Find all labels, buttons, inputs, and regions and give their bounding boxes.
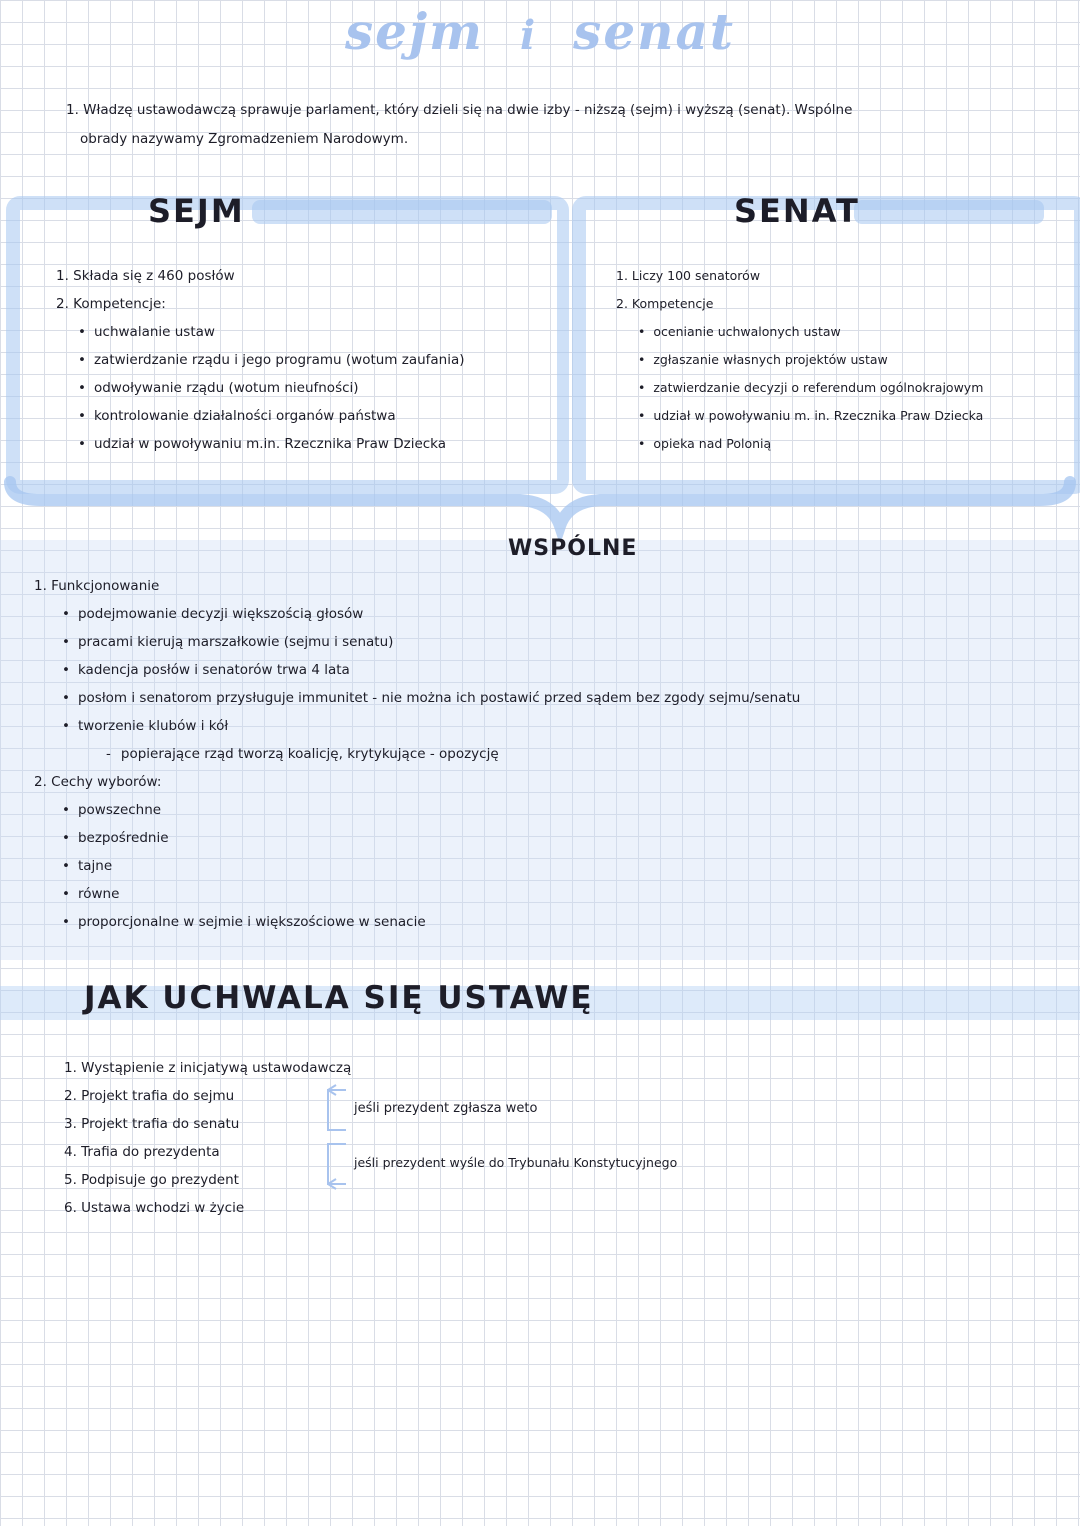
cechy-item: • proporcjonalne w sejmie i większościowe w senacie	[34, 908, 800, 936]
title-conjunction: i	[519, 12, 538, 59]
title-word-sejm: sejm	[345, 2, 484, 61]
senat-title-highlight	[854, 200, 1044, 224]
ustawa-step: 6. Ustawa wchodzi w życie	[64, 1200, 245, 1216]
ustawa-step: 2. Projekt trafia do sejmu	[64, 1088, 235, 1104]
senat-title: SENAT	[734, 192, 860, 230]
tribunal-note: jeśli prezydent wyśle do Trybunału Konstytucyjnego	[354, 1155, 678, 1170]
sejm-item: • zatwierdzanie rządu i jego programu (wotum zaufania)	[56, 346, 465, 374]
sejm-item: • udział w powoływaniu m.in. Rzecznika Praw Dziecka	[56, 430, 465, 458]
ustawa-step: 4. Trafia do prezydenta	[64, 1144, 220, 1160]
senat-item: • udział w powoływaniu m. in. Rzecznika Praw Dziecka	[616, 402, 983, 430]
title-word-senat: senat	[573, 2, 735, 61]
cechy-item: • bezpośrednie	[34, 824, 800, 852]
sejm-item: • uchwalanie ustaw	[56, 318, 465, 346]
ustawa-step: 1. Wystąpienie z inicjatywą ustawodawczą	[64, 1060, 352, 1076]
intro-line-2: obrady nazywamy Zgromadzeniem Narodowym.	[80, 131, 409, 147]
veto-note: jeśli prezydent zgłasza weto	[354, 1101, 538, 1116]
senat-point-1: 1. Liczy 100 senatorów	[616, 268, 761, 283]
ustawa-step: 5. Podpisuje go prezydent	[64, 1172, 239, 1188]
intro-paragraph	[66, 96, 1056, 154]
wspolne-dash-item: - popierające rząd tworzą koalicję, krytykujące - opozycję	[34, 740, 800, 768]
wspolne-item: • tworzenie klubów i kół	[34, 712, 800, 740]
wspolne-list	[34, 572, 800, 936]
intro-line-1: 1. Władzę ustawodawczą sprawuje parlament, który dzieli się na dwie izby - niższą (sejm) i wyższą (senat). Wspólne	[66, 102, 853, 118]
wspolne-item: • kadencja posłów i senatorów trwa 4 lata	[34, 656, 800, 684]
senat-item: • zgłaszanie własnych projektów ustaw	[616, 346, 983, 374]
funkcjonowanie-heading: 1. Funkcjonowanie	[34, 578, 160, 594]
cechy-heading: 2. Cechy wyborów:	[34, 774, 162, 790]
cechy-item: • tajne	[34, 852, 800, 880]
ustawa-steps	[64, 1054, 351, 1222]
ustawa-step: 3. Projekt trafia do senatu	[64, 1116, 240, 1132]
brace-connector	[0, 470, 1080, 540]
senat-item: • zatwierdzanie decyzji o referendum ogólnokrajowym	[616, 374, 983, 402]
sejm-title-highlight	[252, 200, 552, 224]
wspolne-item: • pracami kierują marszałkowie (sejmu i senatu)	[34, 628, 800, 656]
wspolne-item: • posłom i senatorom przysługuje immunitet - nie można ich postawić przed sądem bez zgody sejmu/senatu	[34, 684, 800, 712]
senat-list	[616, 262, 983, 458]
sejm-list	[56, 262, 465, 458]
flow-arrows	[316, 1080, 352, 1190]
senat-item: • opieka nad Polonią	[616, 430, 983, 458]
ustawa-title: JAK UCHWALA SIĘ USTAWĘ	[84, 980, 594, 1016]
sejm-title: SEJM	[148, 192, 245, 230]
senat-item: • ocenianie uchwalonych ustaw	[616, 318, 983, 346]
sejm-item: • kontrolowanie działalności organów państwa	[56, 402, 465, 430]
cechy-item: • powszechne	[34, 796, 800, 824]
sejm-point-2: 2. Kompetencje:	[56, 296, 166, 312]
senat-point-2: 2. Kompetencje	[616, 296, 714, 311]
sejm-item: • odwoływanie rządu (wotum nieufności)	[56, 374, 465, 402]
sejm-point-1: 1. Składa się z 460 posłów	[56, 268, 235, 284]
cechy-item: • równe	[34, 880, 800, 908]
wspolne-title: WSPÓLNE	[508, 536, 638, 561]
page-title	[0, 2, 1080, 61]
wspolne-item: • podejmowanie decyzji większością głosów	[34, 600, 800, 628]
